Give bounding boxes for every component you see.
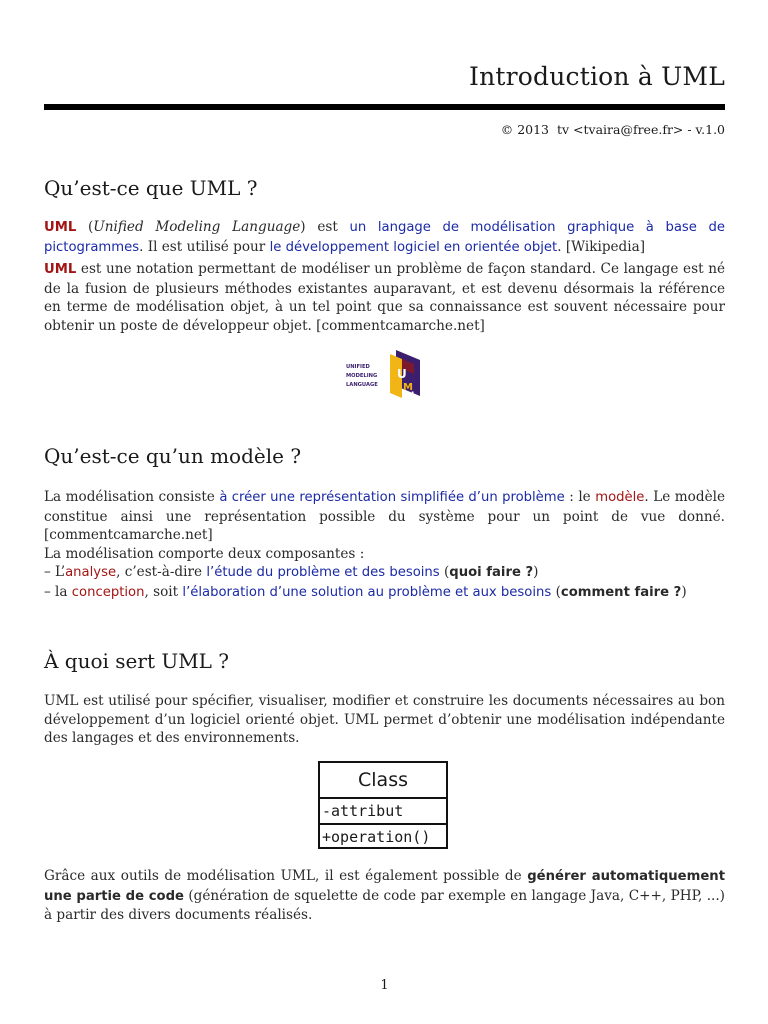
text-fragment: ) xyxy=(681,583,687,600)
link-simplified-representation[interactable]: à créer une représentation simplifiée d’un problème xyxy=(219,490,565,505)
logo-text-line2: MODELING xyxy=(346,373,378,379)
section-heading-what-is-uml: Qu’est-ce que UML ? xyxy=(44,176,258,200)
model-term: modèle xyxy=(595,490,645,505)
link-oo-development[interactable]: le développement logiciel en orientée objet xyxy=(269,239,558,255)
what-to-do: quoi faire ? xyxy=(449,565,534,580)
svg-text:U: U xyxy=(397,367,407,381)
text-fragment: . Le modèle constitue ainsi une représentation possible du système pour un point de vue donné. [commentcamarche.net] xyxy=(44,489,726,543)
analysis-term: analyse xyxy=(65,565,117,580)
text-fragment: la xyxy=(55,583,72,600)
how-to-do: comment faire ? xyxy=(560,584,682,600)
list-item-conception xyxy=(44,583,725,603)
text-fragment: . [Wikipedia] xyxy=(557,238,646,255)
uml-expansion: Unified Modeling Language xyxy=(93,219,301,235)
uml-purpose-paragraph: UML est utilisé pour spécifier, visualiser, modifier et construire les documents nécessaires au bon développement d’un logiciel orienté objet. UML permet d’obtenir une modélisation indépendante des langages et des environnements. xyxy=(44,693,725,746)
text-fragment: Grâce aux outils de modélisation UML, il est également possible de xyxy=(44,868,528,884)
text-fragment: est une notation permettant de modéliser un problème de façon standard. Ce langage est né de la fusion de plusieurs méthodes existantes auparavant, et est devenu désormais la référence en terme de modélisation objet, à un tel point que sa connaissance est souvent nécessaire pour obtenir un poste de développeur objet. [commentcamarche.net] xyxy=(44,261,725,334)
svg-text:L: L xyxy=(411,391,417,401)
text-fragment: La modélisation consiste xyxy=(44,489,220,505)
components-list xyxy=(44,563,725,602)
modeling-paragraph xyxy=(44,488,725,545)
link-graphical-language[interactable]: un langage de modélisation graphique à base de pictogrammes xyxy=(44,220,725,255)
text-fragment: : le xyxy=(564,489,596,505)
link-solution-elaboration[interactable]: l’élaboration d’une solution au problème et aux besoins xyxy=(182,584,552,600)
conception-term: conception xyxy=(71,584,145,600)
code-generation-emphasis: générer automatiquement une partie de code xyxy=(44,869,725,904)
uml-definition-paragraph xyxy=(44,218,725,257)
code-generation-paragraph xyxy=(44,867,725,925)
svg-text:M: M xyxy=(403,382,413,393)
text-fragment: , c’est-à-dire xyxy=(116,564,207,580)
author-version-line xyxy=(501,122,725,137)
section-heading-uml-purpose: À quoi sert UML ? xyxy=(44,649,230,673)
text-fragment: ( xyxy=(76,219,94,235)
class-operation: +operation() xyxy=(322,828,431,846)
uml-logo-icon xyxy=(340,346,424,402)
logo-text-line1: UNIFIED xyxy=(346,364,370,370)
uml-class-diagram xyxy=(318,761,448,849)
uml-term: UML xyxy=(44,262,77,277)
uml-notation-paragraph xyxy=(44,260,725,335)
list-item-analysis xyxy=(44,563,725,583)
text-fragment: L’ xyxy=(55,564,66,580)
list-dash: – xyxy=(44,564,51,580)
document-page xyxy=(44,0,725,1024)
author-version-text: © 2013 tv <tvaira@free.fr> - v.1.0 xyxy=(500,122,725,137)
text-fragment: ( xyxy=(551,583,561,600)
list-dash: – xyxy=(44,583,51,600)
class-attribute: -attribut xyxy=(320,799,446,825)
text-fragment: . Il est utilisé pour xyxy=(139,238,270,255)
page-title: Introduction à UML xyxy=(469,62,725,91)
text-fragment: ) xyxy=(533,564,539,580)
text-fragment: ) est xyxy=(300,219,350,235)
logo-text-line3: LANGUAGE xyxy=(346,382,378,388)
section-heading-what-is-model: Qu’est-ce qu’un modèle ? xyxy=(44,444,302,468)
text-fragment: (génération de squelette de code par exemple en langage Java, C++, PHP, ...) à partir des divers documents réalisés. xyxy=(44,887,725,923)
page-number: 1 xyxy=(380,978,389,993)
link-problem-study[interactable]: l’étude du problème et des besoins xyxy=(206,565,440,580)
text-fragment: ( xyxy=(439,564,450,580)
class-name: Class xyxy=(320,763,446,799)
components-intro: La modélisation comporte deux composantes : xyxy=(44,546,365,562)
title-rule xyxy=(44,104,725,110)
text-fragment: , soit xyxy=(144,583,183,600)
uml-term: UML xyxy=(44,220,77,235)
